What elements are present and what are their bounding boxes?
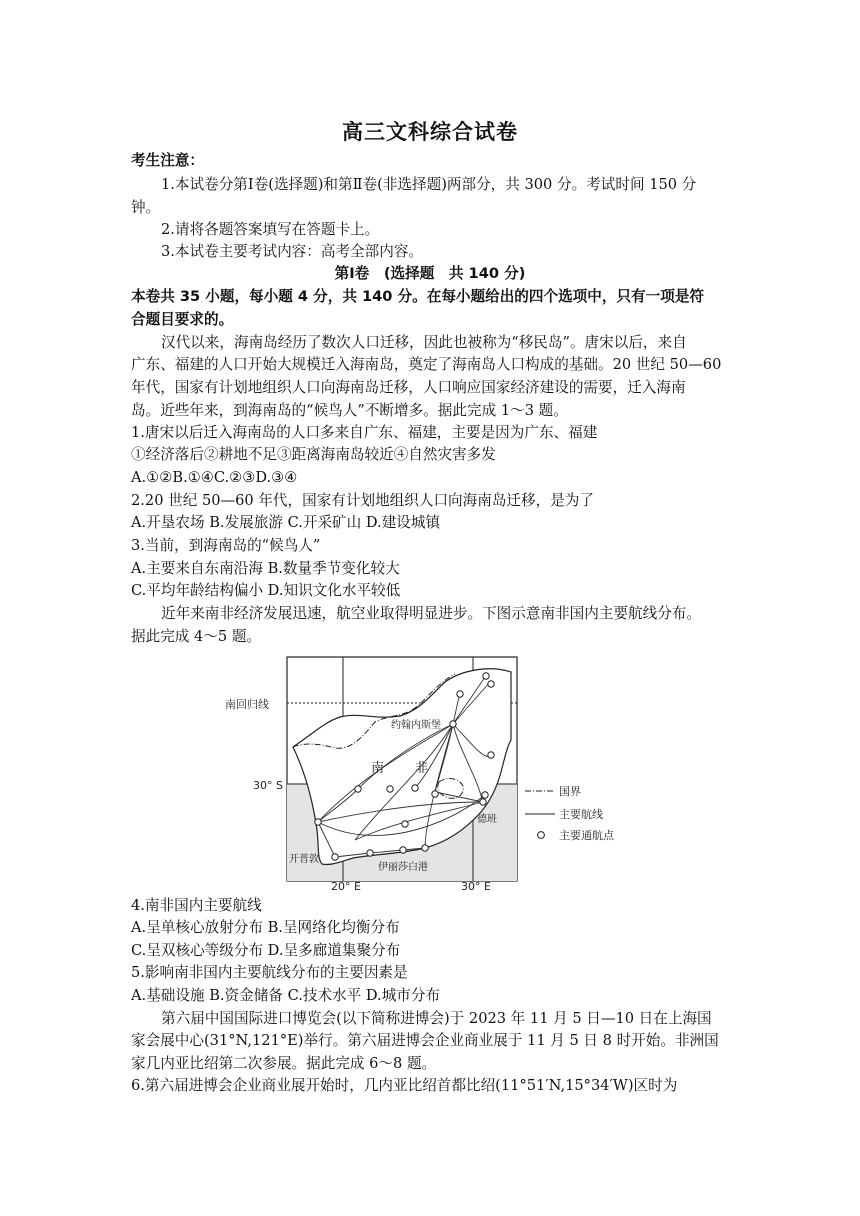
q6-stem: 6.第六届进博会企业商业展开始时，几内亚比绍首都比绍(11°51′N,15°34′W)区时为 <box>131 1077 678 1094</box>
passage3-line2: 家会展中心(31°N,121°E)举行。第六届进博会企业商业展于 11 月 5 日 8 时开始。非洲国 <box>131 1032 719 1049</box>
q1-items: ①经济落后②耕地不足③距离海南岛较近④自然灾害多发 <box>131 446 496 463</box>
airport-port-elizabeth <box>422 845 428 851</box>
passage2-line1: 近年来南非经济发展迅速，航空业取得明显进步。下图示意南非国内主要航线分布。 <box>161 605 701 622</box>
q2-stem: 2.20 世纪 50—60 年代，国家有计划地组织人口向海南岛迁移，是为了 <box>131 492 594 509</box>
label-tropic: 南回归线 <box>225 698 269 711</box>
label-johannesburg: 约翰内斯堡 <box>391 720 441 731</box>
airport-capetown <box>315 819 321 825</box>
q4-stem: 4.南非国内主要航线 <box>131 897 262 914</box>
notice-item-1b: 钟。 <box>131 199 161 216</box>
q5-stem: 5.影响南非国内主要航线分布的主要因素是 <box>131 964 408 981</box>
passage1-line2: 广东、福建的人口开始大规模迁入海南岛，奠定了海南岛人口构成的基础。20 世纪 50—60 <box>131 356 722 373</box>
page-title: 高三文科综合试卷 <box>342 120 518 144</box>
notice-heading: 考生注意： <box>131 152 204 169</box>
airport-johannesburg <box>450 721 456 727</box>
q2-options: A.开垦农场 B.发展旅游 C.开采矿山 D.建设城镇 <box>131 514 441 531</box>
q4-options-b: C.呈双核心等级分布 D.呈多廊道集聚分布 <box>131 942 401 959</box>
q3-options-a: A.主要来自东南沿海 B.数量季节变化较大 <box>131 560 400 577</box>
label-capetown: 开普敦 <box>289 854 319 865</box>
q5-options: A.基础设施 B.资金储备 C.技术水平 D.城市分布 <box>131 987 441 1004</box>
passage3-line3: 家几内亚比绍第二次参展。据此完成 6～8 题。 <box>131 1055 437 1072</box>
section-heading: 第Ⅰ卷 (选择题 共 140 分) <box>334 265 526 282</box>
map-legend <box>525 785 615 842</box>
passage1-line3: 年代，国家有计划地组织人口向海南岛迁移，人口响应国家经济建设的需要，迁入海南 <box>131 379 686 396</box>
passage3-line1: 第六届中国国际进口博览会(以下简称进博会)于 2023 年 11 月 5 日—10 日在上海国 <box>161 1010 712 1027</box>
label-30s: 30° S <box>253 779 283 792</box>
q1-options: A.①②B.①④C.②③D.③④ <box>131 469 298 486</box>
q3-stem: 3.当前，到海南岛的“候鸟人” <box>131 537 321 554</box>
label-port-elizabeth: 伊丽莎白港 <box>378 862 428 873</box>
airport-durban <box>480 799 486 805</box>
passage1-line4: 岛。近些年来，到海南岛的“候鸟人”不断增多。据此完成 1～3 题。 <box>131 402 568 419</box>
q3-options-b: C.平均年龄结构偏小 D.知识文化水平较低 <box>131 582 401 599</box>
south-africa-air-routes-map <box>225 652 645 892</box>
legend-airport: 主要通航点 <box>559 829 614 842</box>
legend-route: 主要航线 <box>559 808 603 821</box>
notice-item-1a: 1.本试卷分第Ⅰ卷(选择题)和第Ⅱ卷(非选择题)两部分，共 300 分。考试时间 150 分 <box>161 176 697 193</box>
q4-options-a: A.呈单核心放射分布 B.呈网络化均衡分布 <box>131 919 400 936</box>
notice-item-2: 2.请将各题答案填写在答题卡上。 <box>161 221 380 238</box>
label-fei: 非 <box>415 761 429 776</box>
section-instruction-b: 合题目要求的。 <box>131 311 234 328</box>
notice-item-3: 3.本试卷主要考试内容：高考全部内容。 <box>161 243 424 260</box>
legend-border: 国界 <box>559 785 581 798</box>
label-30e: 30° E <box>461 880 491 892</box>
label-nan: 南 <box>371 761 385 776</box>
label-20e: 20° E <box>331 880 361 892</box>
q1-stem: 1.唐宋以后迁入海南岛的人口多来自广东、福建，主要是因为广东、福建 <box>131 424 598 441</box>
passage1-line1: 汉代以来，海南岛经历了数次人口迁移，因此也被称为“移民岛”。唐宋以后，来自 <box>161 334 687 351</box>
passage2-line2: 据此完成 4～5 题。 <box>131 628 262 645</box>
section-instruction-a: 本卷共 35 小题，每小题 4 分，共 140 分。在每小题给出的四个选项中，只有一项是符 <box>131 288 705 305</box>
label-durban: 德班 <box>477 814 497 825</box>
